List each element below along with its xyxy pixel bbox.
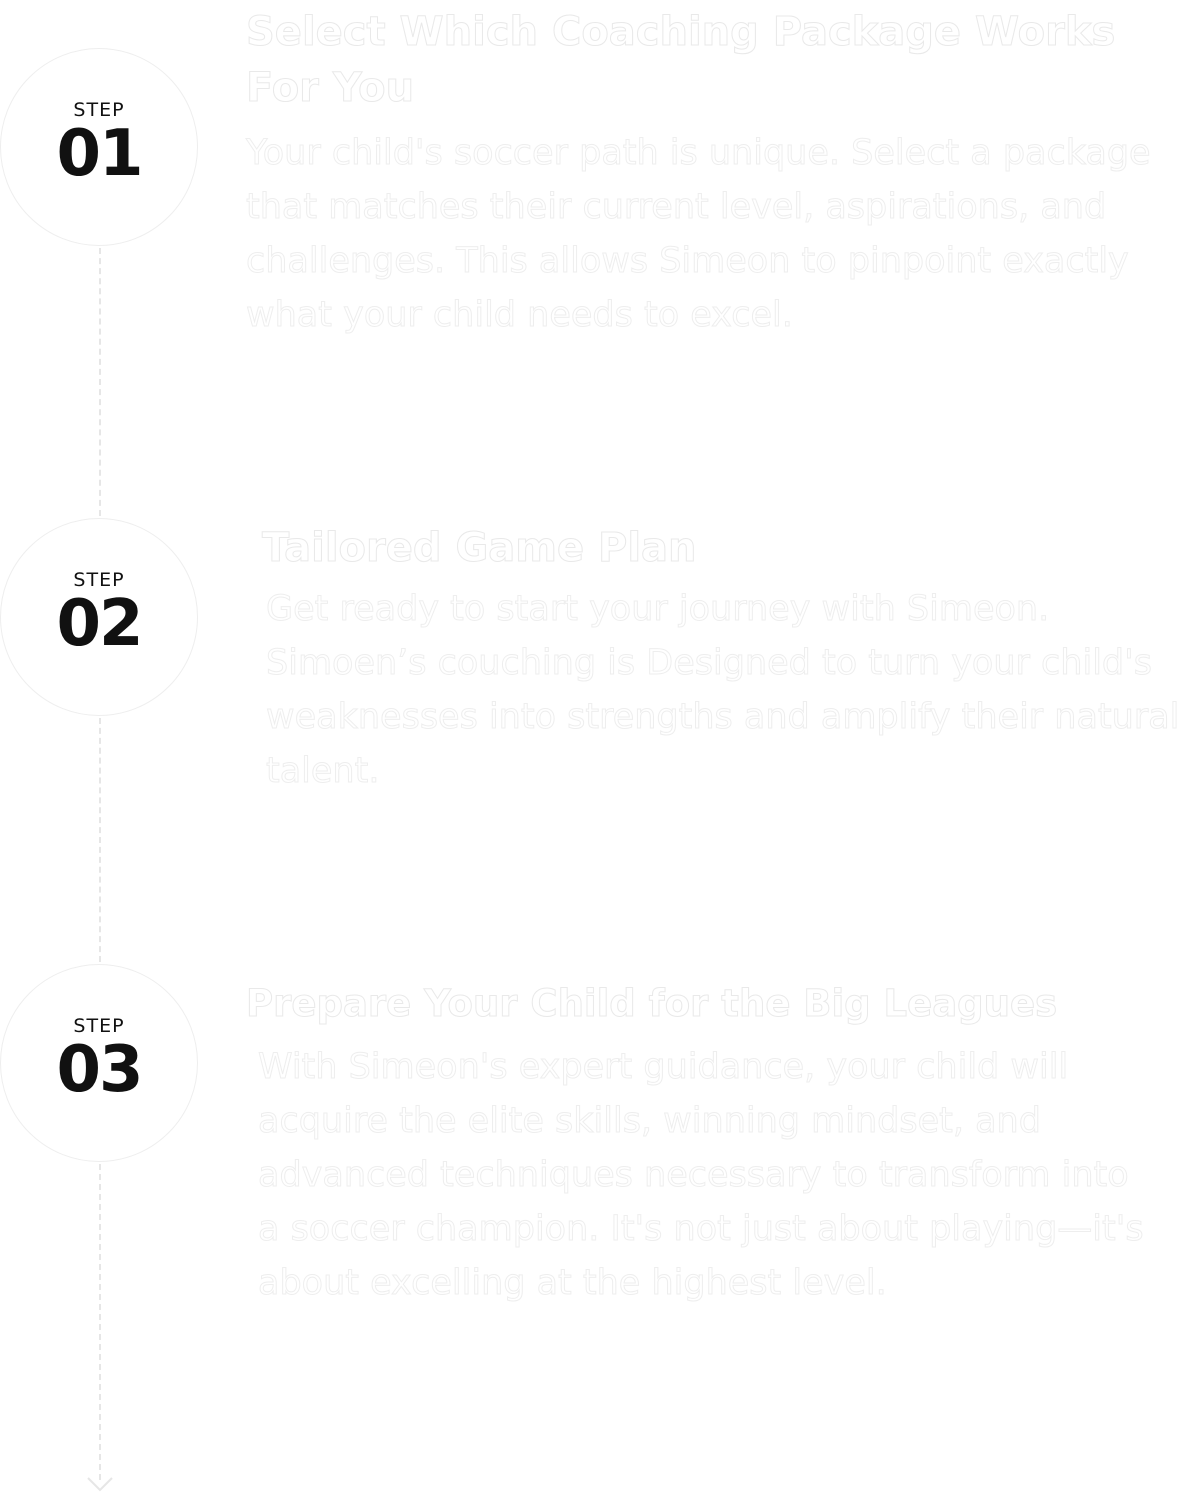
timeline-connector	[99, 248, 101, 516]
step-content-1	[246, 4, 1196, 342]
step-description: Your child's soccer path is unique. Select a package that matches their current level, aspirations, and challenges. This allows Simeon to pinpoint exactly what your child needs to excel.	[246, 133, 1151, 335]
step-number: 02	[56, 586, 142, 661]
step-badge-2	[0, 518, 198, 716]
timeline-connector	[99, 1164, 101, 1480]
step-title: Select Which Coaching Package Works For You	[246, 9, 1116, 111]
step-label: STEP	[73, 1014, 125, 1037]
timeline-connector	[99, 718, 101, 962]
arrow-down-icon	[86, 1470, 114, 1494]
step-content-2	[262, 520, 1192, 798]
step-title: Tailored Game Plan	[262, 525, 697, 571]
step-label: STEP	[73, 568, 125, 591]
step-title: Prepare Your Child for the Big Leagues	[246, 982, 1058, 1025]
step-number: 01	[56, 116, 142, 191]
step-number: 03	[56, 1032, 142, 1107]
step-label: STEP	[73, 98, 125, 121]
step-badge-3	[0, 964, 198, 1162]
step-description: Get ready to start your journey with Simeon. Simoen’s couching is Designed to turn your child's weaknesses into strengths and amplify their natural talent.	[266, 589, 1180, 791]
step-badge-1	[0, 48, 198, 246]
step-content-3	[246, 976, 1198, 1310]
step-description: With Simeon's expert guidance, your child will acquire the elite skills, winning mindset, and advanced techniques necessary to transform into a soccer champion. It's not just about playing—it's about excelling at the highest level.	[258, 1047, 1144, 1303]
